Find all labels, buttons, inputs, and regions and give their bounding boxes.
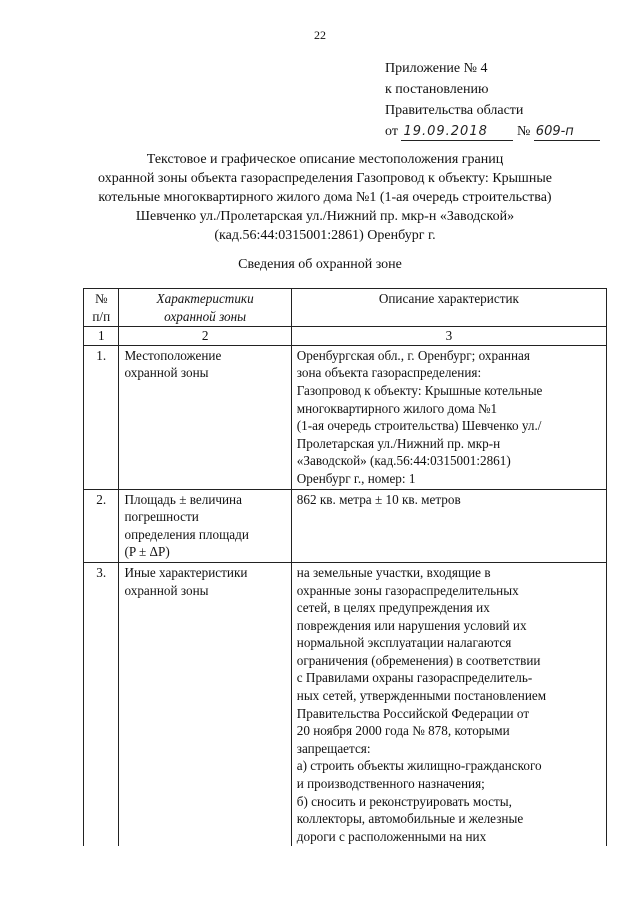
characteristic-line: Иные характеристики bbox=[124, 564, 248, 580]
header-number-line-1: № bbox=[94, 291, 108, 306]
characteristic-line: (P ± ΔP) bbox=[124, 544, 170, 560]
annex-date-line bbox=[385, 121, 625, 142]
characteristic-line: погрешности bbox=[124, 509, 199, 525]
table-row bbox=[84, 489, 607, 562]
header-number-line-2: п/п bbox=[92, 308, 111, 324]
table-header-row bbox=[84, 289, 607, 327]
title-line-4: Шевченко ул./Пролетарская ул./Нижний пр. мкр-н «Заводской» bbox=[135, 209, 515, 224]
description-line: зона объекта газораспределения: bbox=[296, 365, 482, 381]
description-line: коллекторы, автомобильные и железные bbox=[296, 811, 524, 827]
annex-line-3: Правительства области bbox=[385, 103, 524, 118]
header-characteristics-line-1: Характеристики bbox=[156, 291, 254, 306]
annex-block bbox=[385, 58, 625, 142]
title-line-2: охранной зоны объекта газораспределения Газопровод к объекту: Крышные bbox=[98, 171, 552, 186]
row-number-text: 3. bbox=[96, 564, 107, 580]
row-number bbox=[84, 489, 119, 562]
characteristic-line: Площадь ± величина bbox=[124, 491, 242, 507]
column-number-3: 3 bbox=[291, 327, 606, 346]
description-line: и производственного назначения; bbox=[296, 776, 485, 792]
description-line: на земельные участки, входящие в bbox=[296, 564, 491, 580]
table-row bbox=[84, 562, 607, 846]
characteristic-line: определения площади bbox=[124, 526, 249, 542]
description-line: Оренбург г., номер: 1 bbox=[296, 470, 416, 486]
number-label: № bbox=[516, 124, 531, 139]
description-line: Оренбургская обл., г. Оренбург; охранная bbox=[296, 347, 530, 363]
description-line: запрещается: bbox=[296, 740, 371, 756]
title-line-1: Текстовое и графическое описание местоположения границ bbox=[146, 152, 504, 167]
characteristic-line: Местоположение bbox=[124, 347, 222, 363]
description-line: с Правилами охраны газораспределитель- bbox=[296, 670, 533, 686]
title-line-5: (кад.56:44:0315001:2861) Оренбург г. bbox=[214, 228, 436, 243]
description-line: б) сносить и реконструировать мосты, bbox=[296, 793, 512, 809]
header-description: Описание характеристик bbox=[378, 291, 519, 306]
from-label: от bbox=[385, 124, 398, 139]
description-line: охранные зоны газораспределительных bbox=[296, 582, 519, 598]
row-number-text: 2. bbox=[96, 491, 107, 507]
description-line: 20 ноября 2000 года № 878, которыми bbox=[296, 723, 510, 739]
column-number-2: 2 bbox=[119, 327, 291, 346]
description-line: сетей, в целях предупреждения их bbox=[296, 600, 490, 616]
row-description bbox=[291, 345, 606, 489]
description-line: нормальной эксплуатации налагаются bbox=[296, 635, 512, 651]
description-line: (1-ая очередь строительства) Шевченко ул./ bbox=[296, 418, 542, 434]
description-line: дороги с расположенными на них bbox=[296, 828, 487, 844]
column-number-row bbox=[84, 327, 607, 346]
row-description bbox=[291, 562, 606, 846]
header-cell-characteristics bbox=[119, 289, 291, 327]
description-line: Правительства Российской Федерации от bbox=[296, 705, 530, 721]
row-description bbox=[291, 489, 606, 562]
column-number-1: 1 bbox=[84, 327, 119, 346]
description-line: «Заводской» (кад.56:44:0315001:2861) bbox=[296, 453, 511, 469]
description-line: ных сетей, утвержденными постановлением bbox=[296, 688, 547, 704]
description-line: 862 кв. метра ± 10 кв. метров bbox=[296, 491, 461, 507]
row-characteristic bbox=[119, 562, 291, 846]
handwritten-number: 609-п bbox=[534, 124, 600, 141]
header-characteristics-line-2: охранной зоны bbox=[164, 308, 247, 324]
title-line-3: котельные многоквартирного жилого дома №1 (1-ая очередь строительства) bbox=[98, 190, 552, 205]
table-row bbox=[84, 345, 607, 489]
description-line: ограничения (обременения) в соответствии bbox=[296, 652, 541, 668]
annex-line-1: Приложение № 4 bbox=[385, 61, 488, 76]
row-characteristic bbox=[119, 489, 291, 562]
page-number: 22 bbox=[314, 28, 326, 42]
zone-info-table bbox=[83, 288, 607, 846]
row-number bbox=[84, 345, 119, 489]
handwritten-date: 19.09.2018 bbox=[401, 124, 513, 141]
header-cell-number bbox=[84, 289, 119, 327]
description-line: а) строить объекты жилищно-гражданского bbox=[296, 758, 542, 774]
row-number bbox=[84, 562, 119, 846]
description-line: Газопровод к объекту: Крышные котельные bbox=[296, 382, 543, 398]
row-number-text: 1. bbox=[96, 347, 107, 363]
characteristic-line: охранной зоны bbox=[124, 582, 209, 598]
description-line: повреждения или нарушения условий их bbox=[296, 617, 527, 633]
document-title bbox=[90, 150, 560, 245]
section-subtitle: Сведения об охранной зоне bbox=[238, 257, 402, 272]
characteristic-line: охранной зоны bbox=[124, 365, 209, 381]
description-line: многоквартирного жилого дома №1 bbox=[296, 400, 498, 416]
header-cell-description bbox=[291, 289, 606, 327]
annex-line-2: к постановлению bbox=[385, 82, 489, 97]
row-characteristic bbox=[119, 345, 291, 489]
description-line: Пролетарская ул./Нижний пр. мкр-н bbox=[296, 435, 501, 451]
